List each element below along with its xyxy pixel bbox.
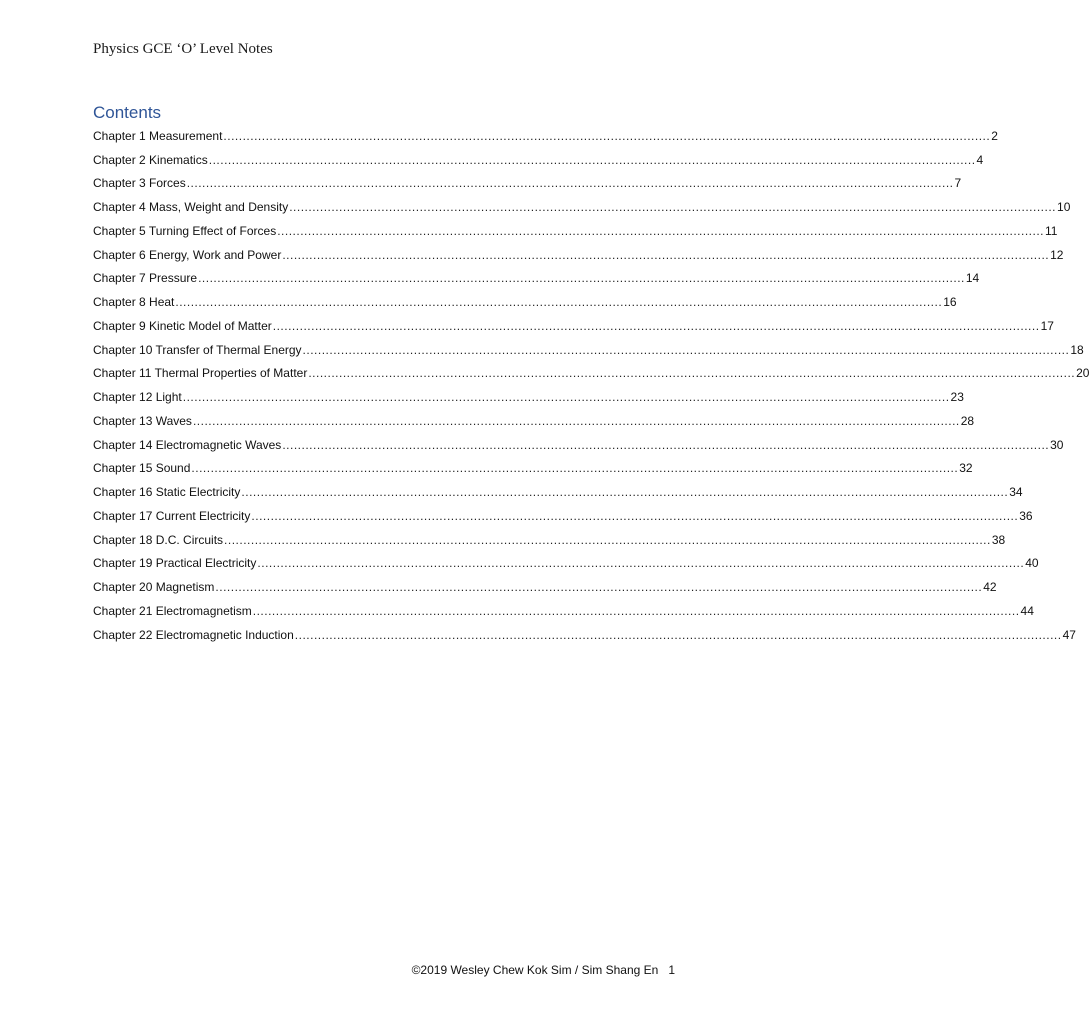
toc-entry[interactable] — [93, 433, 1064, 457]
toc-entry-label: Chapter 8 Heat — [93, 295, 175, 310]
toc-dot-leader: ........................................................................................................................................................................................................ — [252, 603, 1020, 618]
toc-entry-label: Chapter 20 Magnetism — [93, 580, 215, 595]
contents-heading: Contents — [93, 103, 162, 122]
toc-entry[interactable] — [93, 457, 973, 481]
toc-entry-label: Chapter 3 Forces — [93, 176, 186, 191]
toc-entry-label: Chapter 21 Electromagnetism — [93, 603, 252, 618]
toc-entry[interactable] — [93, 409, 975, 433]
toc-entry-page: 2 — [991, 128, 998, 143]
toc-entry-page: 40 — [1025, 556, 1039, 571]
toc-entry[interactable] — [93, 219, 1058, 243]
toc-entry-label: Chapter 13 Waves — [93, 413, 192, 428]
toc-entry-page: 4 — [976, 152, 984, 167]
toc-entry-page: 34 — [1009, 485, 1023, 500]
toc-entry[interactable] — [93, 575, 997, 599]
toc-entry-label: Chapter 16 Static Electricity — [93, 485, 241, 500]
toc-dot-leader: ........................................................................................................................................................................................................ — [257, 556, 1025, 571]
toc-entry-label: Chapter 11 Thermal Properties of Matter — [93, 366, 308, 381]
toc-entry[interactable] — [93, 172, 962, 196]
toc-entry[interactable] — [93, 504, 1033, 528]
toc-dot-leader: ........................................................................................................................................................................................................ — [224, 532, 991, 547]
toc-entry-page: 14 — [965, 271, 980, 286]
toc-entry-page: 42 — [983, 580, 997, 595]
toc-entry[interactable] — [93, 552, 1039, 576]
toc-dot-leader: ........................................................................................................................................................................................................ — [223, 128, 991, 143]
toc-entry-page: 28 — [960, 413, 975, 428]
toc-entry-page: 11 — [1045, 223, 1058, 238]
toc-entry-page: 44 — [1020, 603, 1034, 618]
toc-entry-page: 36 — [1019, 508, 1033, 523]
toc-entry-page: 18 — [1070, 342, 1084, 357]
toc-entry-label: Chapter 14 Electromagnetic Waves — [93, 437, 282, 452]
toc-entry[interactable] — [93, 599, 1034, 623]
toc-dot-leader: ........................................................................................................................................................................................................ — [282, 247, 1050, 262]
toc-dot-leader: ........................................................................................................................................................................................................ — [294, 627, 1062, 642]
toc-entry-page: 12 — [1050, 247, 1064, 262]
toc-dot-leader: ........................................................................................................................................................................................................ — [251, 508, 1019, 523]
toc-entry-page: 16 — [943, 295, 957, 310]
toc-entry-label: Chapter 15 Sound — [93, 461, 191, 476]
toc-entry[interactable] — [93, 480, 1023, 504]
toc-entry[interactable] — [93, 243, 1064, 267]
toc-entry-page: 23 — [950, 390, 964, 405]
toc-entry-label: Chapter 18 D.C. Circuits — [93, 532, 224, 547]
toc-dot-leader: ........................................................................................................................................................................................................ — [182, 390, 950, 405]
toc-entry[interactable] — [93, 124, 998, 148]
toc-entry-page: 10 — [1057, 200, 1071, 215]
toc-entry-page: 20 — [1076, 366, 1089, 381]
toc-entry[interactable] — [93, 290, 957, 314]
toc-entry-page: 38 — [991, 532, 1006, 547]
table-of-contents — [93, 124, 1089, 647]
footer-copyright: ©2019 Wesley Chew Kok Sim / Sim Shang En — [411, 963, 659, 977]
toc-entry-label: Chapter 19 Practical Electricity — [93, 556, 257, 571]
toc-dot-leader: ........................................................................................................................................................................................................ — [302, 342, 1070, 357]
toc-dot-leader: ........................................................................................................................................................................................................ — [272, 318, 1040, 333]
toc-entry-label: Chapter 12 Light — [93, 390, 182, 405]
toc-entry[interactable] — [93, 148, 984, 172]
toc-dot-leader: ........................................................................................................................................................................................................ — [215, 580, 983, 595]
toc-entry-label: Chapter 2 Kinematics — [93, 152, 208, 167]
page-footer — [300, 963, 675, 977]
toc-dot-leader: ........................................................................................................................................................................................................ — [241, 485, 1009, 500]
toc-dot-leader: ........................................................................................................................................................................................................ — [308, 366, 1076, 381]
toc-entry-label: Chapter 6 Energy, Work and Power — [93, 247, 282, 262]
toc-entry-page: 32 — [959, 461, 973, 476]
toc-entry[interactable] — [93, 314, 1054, 338]
toc-dot-leader: ........................................................................................................................................................................................................ — [282, 437, 1050, 452]
toc-dot-leader: ........................................................................................................................................................................................................ — [192, 413, 960, 428]
toc-dot-leader: ........................................................................................................................................................................................................ — [277, 223, 1045, 238]
toc-entry[interactable] — [93, 338, 1084, 362]
toc-entry-page: 30 — [1050, 437, 1064, 452]
toc-entry[interactable] — [93, 267, 980, 291]
toc-dot-leader: ........................................................................................................................................................................................................ — [289, 200, 1057, 215]
toc-entry[interactable] — [93, 385, 964, 409]
toc-dot-leader: ........................................................................................................................................................................................................ — [208, 152, 976, 167]
toc-entry-label: Chapter 17 Current Electricity — [93, 508, 251, 523]
toc-entry[interactable] — [93, 623, 1076, 647]
toc-entry-label: Chapter 22 Electromagnetic Induction — [93, 627, 294, 642]
document-header-title: Physics GCE ‘O’ Level Notes — [93, 41, 273, 57]
toc-entry-page: 7 — [954, 176, 962, 191]
toc-entry[interactable] — [93, 528, 1006, 552]
toc-entry-label: Chapter 10 Transfer of Thermal Energy — [93, 342, 302, 357]
toc-entry[interactable] — [93, 195, 1071, 219]
toc-entry-label: Chapter 1 Measurement — [93, 128, 223, 143]
toc-entry[interactable] — [93, 362, 1089, 386]
toc-entry-label: Chapter 5 Turning Effect of Forces — [93, 223, 277, 238]
toc-dot-leader: ........................................................................................................................................................................................................ — [198, 271, 965, 286]
toc-entry-page: 47 — [1062, 627, 1076, 642]
toc-entry-label: Chapter 9 Kinetic Model of Matter — [93, 318, 272, 333]
toc-dot-leader: ........................................................................................................................................................................................................ — [175, 295, 943, 310]
toc-entry-label: Chapter 4 Mass, Weight and Density — [93, 200, 289, 215]
footer-page-number: 1 — [668, 963, 675, 977]
toc-dot-leader: ........................................................................................................................................................................................................ — [191, 461, 959, 476]
toc-entry-label: Chapter 7 Pressure — [93, 271, 198, 286]
toc-dot-leader: ........................................................................................................................................................................................................ — [186, 176, 954, 191]
toc-entry-page: 17 — [1040, 318, 1054, 333]
